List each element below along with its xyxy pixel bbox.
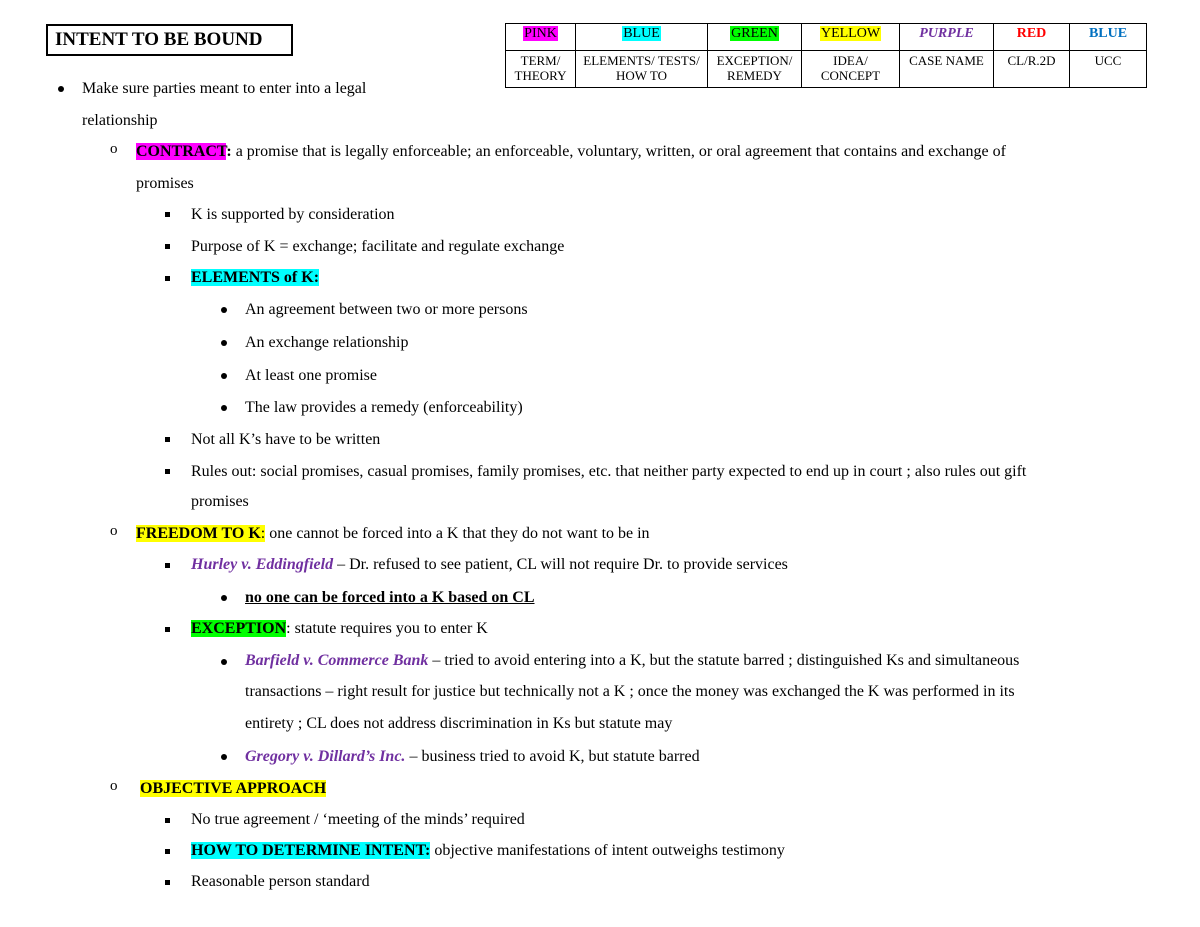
- bullet-dot: [221, 754, 227, 760]
- bullet-square: [165, 212, 170, 217]
- bullet-dot: [221, 373, 227, 379]
- legend-blue-text: BLUE: [1070, 24, 1147, 51]
- legend-green: GREEN: [708, 24, 802, 51]
- legend-meaning-idea: IDEA/ CONCEPT: [802, 51, 900, 88]
- bullet-square: [165, 880, 170, 885]
- element-item: At least one promise: [245, 367, 377, 384]
- hurley-case: Hurley v. Eddingfield – Dr. refused to see patient, CL will not require Dr. to provide services: [191, 556, 788, 573]
- element-item: The law provides a remedy (enforceability): [245, 399, 523, 416]
- objective-approach: OBJECTIVE APPROACH: [140, 780, 327, 797]
- hurley-rule: no one can be forced into a K based on CL: [245, 589, 535, 606]
- freedom-to-k: FREEDOM TO K: one cannot be forced into a K that they do not want to be in: [136, 525, 650, 542]
- bullet-square: [165, 437, 170, 442]
- barfield-cont: entirety ; CL does not address discrimination in Ks but statute may: [245, 715, 673, 732]
- bullet-square: [165, 563, 170, 568]
- legend-meaning-cl: CL/R.2D: [994, 51, 1070, 88]
- legend-yellow: YELLOW: [802, 24, 900, 51]
- legend-meaning-case: CASE NAME: [900, 51, 994, 88]
- elements-heading: ELEMENTS of K:: [191, 269, 320, 286]
- outline-intro: Make sure parties meant to enter into a legal: [82, 80, 367, 97]
- how-to-determine-intent: HOW TO DETERMINE INTENT: objective manifestations of intent outweighs testimony: [191, 842, 785, 859]
- bullet-square: [165, 469, 170, 474]
- exception: EXCEPTION: statute requires you to enter K: [191, 620, 488, 637]
- legend-purple: PURPLE: [900, 24, 994, 51]
- legend-meaning-ucc: UCC: [1070, 51, 1147, 88]
- color-legend-table: [505, 23, 1147, 88]
- bullet-square: [165, 818, 170, 823]
- legend-meaning-elements: ELEMENTS/ TESTS/ HOW TO: [576, 51, 708, 88]
- bullet-square: [165, 627, 170, 632]
- bullet-dot: [221, 340, 227, 346]
- legend-red: RED: [994, 24, 1070, 51]
- rules-out-cont: promises: [191, 493, 249, 510]
- contract-definition: CONTRACT: a promise that is legally enforceable; an enforceable, voluntary, written, or oral agreement that contains and exchange of: [136, 143, 1006, 160]
- legend-meaning-term: TERM/ THEORY: [506, 51, 576, 88]
- bullet-circle: o: [110, 778, 118, 794]
- term-contract: CONTRACT: [136, 143, 227, 160]
- bullet-dot: [221, 595, 227, 601]
- bullet-square: [165, 244, 170, 249]
- bullet-circle: o: [110, 523, 118, 539]
- bullet-circle: o: [110, 141, 118, 157]
- bullet-square: [165, 849, 170, 854]
- gregory-case: Gregory v. Dillard’s Inc. – business tried to avoid K, but statute barred: [245, 748, 700, 765]
- bullet-dot: [221, 659, 227, 665]
- barfield-case: Barfield v. Commerce Bank – tried to avoid entering into a K, but the statute barred ; distinguished Ks and simultaneous: [245, 652, 1020, 669]
- bullet-square: [165, 276, 170, 281]
- outline-intro-cont: relationship: [82, 112, 158, 129]
- legend-meaning-exception: EXCEPTION/ REMEDY: [708, 51, 802, 88]
- barfield-cont: transactions – right result for justice but technically not a K ; once the money was exchanged the K was performed in its: [245, 683, 1015, 700]
- not-written: Not all K’s have to be written: [191, 431, 381, 448]
- element-item: An agreement between two or more persons: [245, 301, 528, 318]
- rules-out: Rules out: social promises, casual promises, family promises, etc. that neither party expected to end up in court ; also rules out gift: [191, 463, 1027, 480]
- reasonable-person: Reasonable person standard: [191, 873, 370, 890]
- legend-pink: PINK: [506, 24, 576, 51]
- contract-definition-cont: promises: [136, 175, 194, 192]
- k-consideration: K is supported by consideration: [191, 206, 395, 223]
- k-purpose: Purpose of K = exchange; facilitate and regulate exchange: [191, 238, 565, 255]
- element-item: An exchange relationship: [245, 334, 409, 351]
- no-true-agreement: No true agreement / ‘meeting of the minds’ required: [191, 811, 525, 828]
- bullet-dot: [221, 307, 227, 313]
- bullet-dot: [221, 405, 227, 411]
- legend-blue-highlight: BLUE: [576, 24, 708, 51]
- page-title: INTENT TO BE BOUND: [46, 24, 293, 56]
- bullet-dot: [58, 86, 64, 92]
